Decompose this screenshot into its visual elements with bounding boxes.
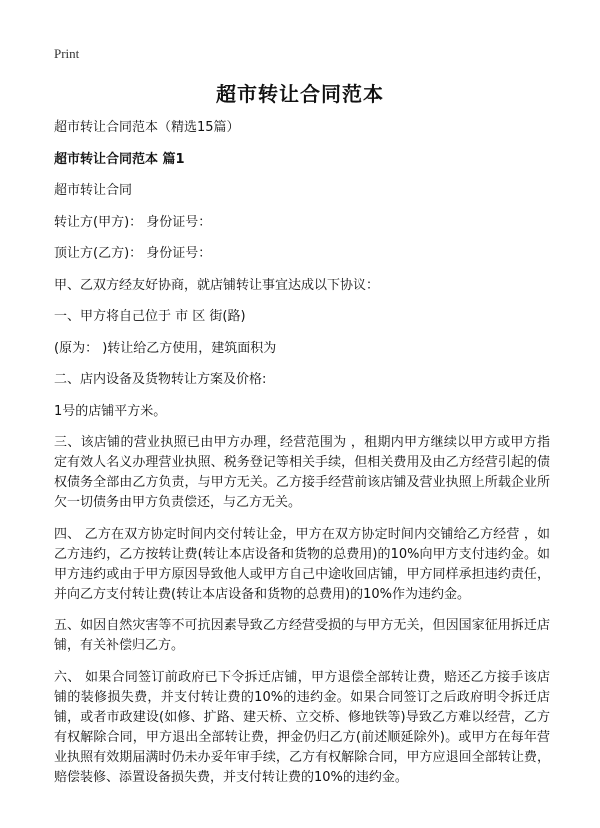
print-label: Print: [54, 46, 80, 61]
paragraph: 顶让方(乙方)： 身份证号：: [54, 246, 212, 261]
paragraph: 一、甲方将自己位于 市 区 街(路): [54, 309, 246, 324]
paragraph: 三、该店铺的营业执照已由甲方办理，经营范围为 ，租期内甲方继续以甲方或甲方指定有效人名义办理营业执照、税务登记等相关手续，但相关费用及由乙方经营引起的债权债务全部由乙方负责，与甲方无关。乙方接手经营前该店铺及营业执照上所载企业所欠一切债务由甲方负责偿还，与乙方无关。: [54, 435, 550, 510]
paragraph: 五、如因自然灾害等不可抗因素导致乙方经营受损的与甲方无关，但因国家征用拆迁店铺，有关补偿归乙方。: [54, 618, 550, 653]
paragraph: 转让方(甲方)： 身份证号：: [54, 214, 212, 230]
section-heading: 超市转让合同范本 篇1: [54, 151, 185, 167]
document-subtitle: 超市转让合同范本（精选15篇）: [54, 120, 240, 135]
paragraph: 甲、乙双方经友好协商，就店铺转让事宜达成以下协议：: [54, 277, 380, 293]
paragraph: 超市转让合同: [54, 183, 133, 198]
paragraph: 六、 如果合同签订前政府已下令拆迁店铺，甲方退偿全部转让费，赔还乙方接手该店铺的装修损失费，并支付转让费的10%的违约金。如果合同签订之后政府明令拆迁店铺，或者市政建设(如修、扩路、建天桥、立交桥、修地铁等)导致乙方难以经营，乙方有权解除合同，甲方退出全部转让费，押金仍归乙方(前述顺延除外)。或甲方在每年营业执照有效期届满时仍未办妥年审手续，乙方有权解除合同，甲方应退回全部转让费，赔偿装修、添置设备损失费，并支付转让费的10%的违约金。: [54, 669, 550, 785]
document-title: 超市转让合同范本: [216, 82, 384, 106]
paragraph: 四、 乙方在双方协定时间内交付转让金，甲方在双方协定时间内交铺给乙方经营 ，如乙方违约，乙方按转让费(转让本店设备和货物的总费用)的10%向甲方支付违约金。如甲方违约或由于甲方原因导致他人或甲方自己中途收回店铺，甲方同样承担违约责任，并向乙方支付转让费(转让本店设备和货物的总费用)的10%作为违约金。: [54, 526, 550, 602]
paragraph: 1号的店铺平方米。: [54, 403, 167, 419]
paragraph: 二、店内设备及货物转让方案及价格:: [54, 372, 267, 387]
document-body: [54, 118, 550, 799]
paragraph: (原为： )转让给乙方使用，建筑面积为: [54, 340, 277, 356]
